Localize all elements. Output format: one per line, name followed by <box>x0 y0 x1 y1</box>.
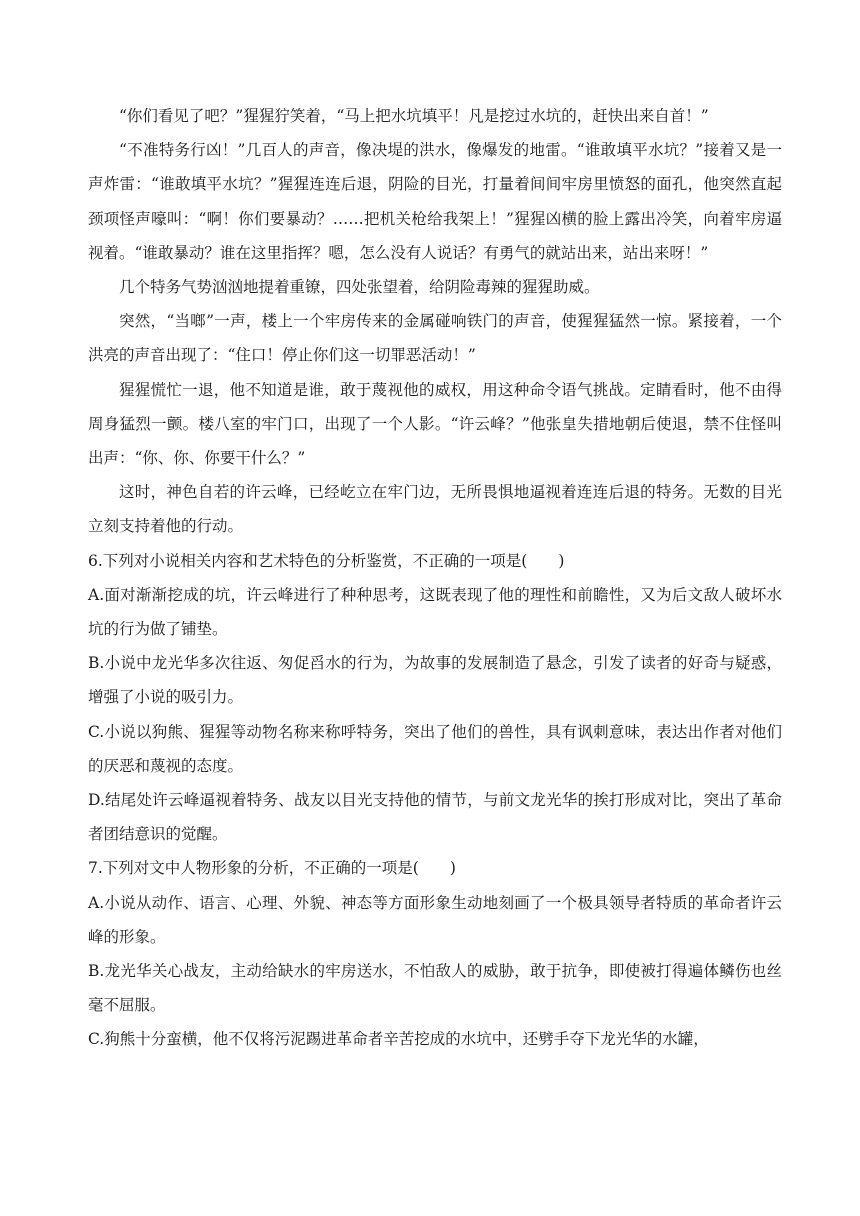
question-6-stem: 6.下列对小说相关内容和艺术特色的分析鉴赏，不正确的一项是( ) <box>88 551 565 570</box>
passage-paragraph-6: 这时，神色自若的许云峰，已经屹立在牢门边，无所畏惧地逼视着连连后退的特务。无数的目光立刻支持着他的行动。 <box>88 483 782 536</box>
passage-paragraph-5: 猩猩慌忙一退，他不知道是谁，敢于蔑视他的威权，用这种命令语气挑战。定睛看时，他不由得周身猛烈一颤。楼八室的牢门口，出现了一个人影。“许云峰？”他张皇失措地朝后使退，禁不住怪叫出声：“你、你、你要干什么？” <box>88 380 782 468</box>
question-6-option-b: B.小说中龙光华多次往返、匆促舀水的行为，为故事的发展制造了悬念，引发了读者的好奇与疑惑，增强了小说的吸引力。 <box>88 654 782 707</box>
page-content <box>88 99 782 1057</box>
passage-paragraph-1: “你们看见了吧？”猩猩狞笑着，“马上把水坑填平！凡是挖过水坑的，赶快出来自首！” <box>119 107 709 125</box>
question-7-option-c: C.狗熊十分蛮横，他不仅将污泥踢进革命者辛苦挖成的水坑中，还劈手夺下龙光华的水罐， <box>88 1030 709 1049</box>
passage-paragraph-4: 突然，“当啷”一声，楼上一个牢房传来的金属碰响铁门的声音，使猩猩猛然一惊。紧接着，一个洪亮的声音出现了：“住口！停止你们这一切罪恶活动！” <box>88 312 782 365</box>
question-6-option-a: A.面对渐渐挖成的坑，许云峰进行了种种思考，这既表现了他的理性和前瞻性，又为后文敌人破坏水坑的行为做了铺垫。 <box>88 585 782 639</box>
question-6-option-c: C.小说以狗熊、猩猩等动物名称来称呼特务，突出了他们的兽性，具有讽刺意味，表达出作者对他们的厌恶和蔑视的态度。 <box>88 722 782 775</box>
passage-paragraph-3: 几个特务气势汹汹地提着重镣，四处张望着，给阴险毒辣的猩猩助威。 <box>119 278 600 297</box>
question-7-option-a: A.小说从动作、语言、心理、外貌、神态等方面形象生动地刻画了一个极具领导者特质的革命者许云峰的形象。 <box>88 893 782 946</box>
passage-paragraph-2: “不准特务行凶！”几百人的声音，像决堤的洪水，像爆发的地雷。“谁敢填平水坑？”接着又是一声炸雷：“谁敢填平水坑？”猩猩连连后退，阴险的目光，打量着间间牢房里愤怒的面孔，他突然直起颈项怪声嚎叫：“啊！你们要暴动？……把机关枪给我架上！”猩猩凶横的脸上露出冷笑，向着牢房逼视着。“谁敢暴动？谁在这里指挥？嗯，怎么没有人说话？有勇气的就站出来，站出来呀！” <box>88 141 782 262</box>
question-7-stem: 7.下列对文中人物形象的分析，不正确的一项是( ) <box>88 859 456 878</box>
question-7-option-b: B.龙光华关心战友，主动给缺水的牢房送水，不怕敌人的威胁，敢于抗争，即使被打得遍体鳞伤也丝毫不屈服。 <box>88 962 782 1015</box>
question-6-option-d: D.结尾处许云峰逼视着特务、战友以目光支持他的情节，与前文龙光华的挨打形成对比，突出了革命者团结意识的觉醒。 <box>88 791 782 844</box>
